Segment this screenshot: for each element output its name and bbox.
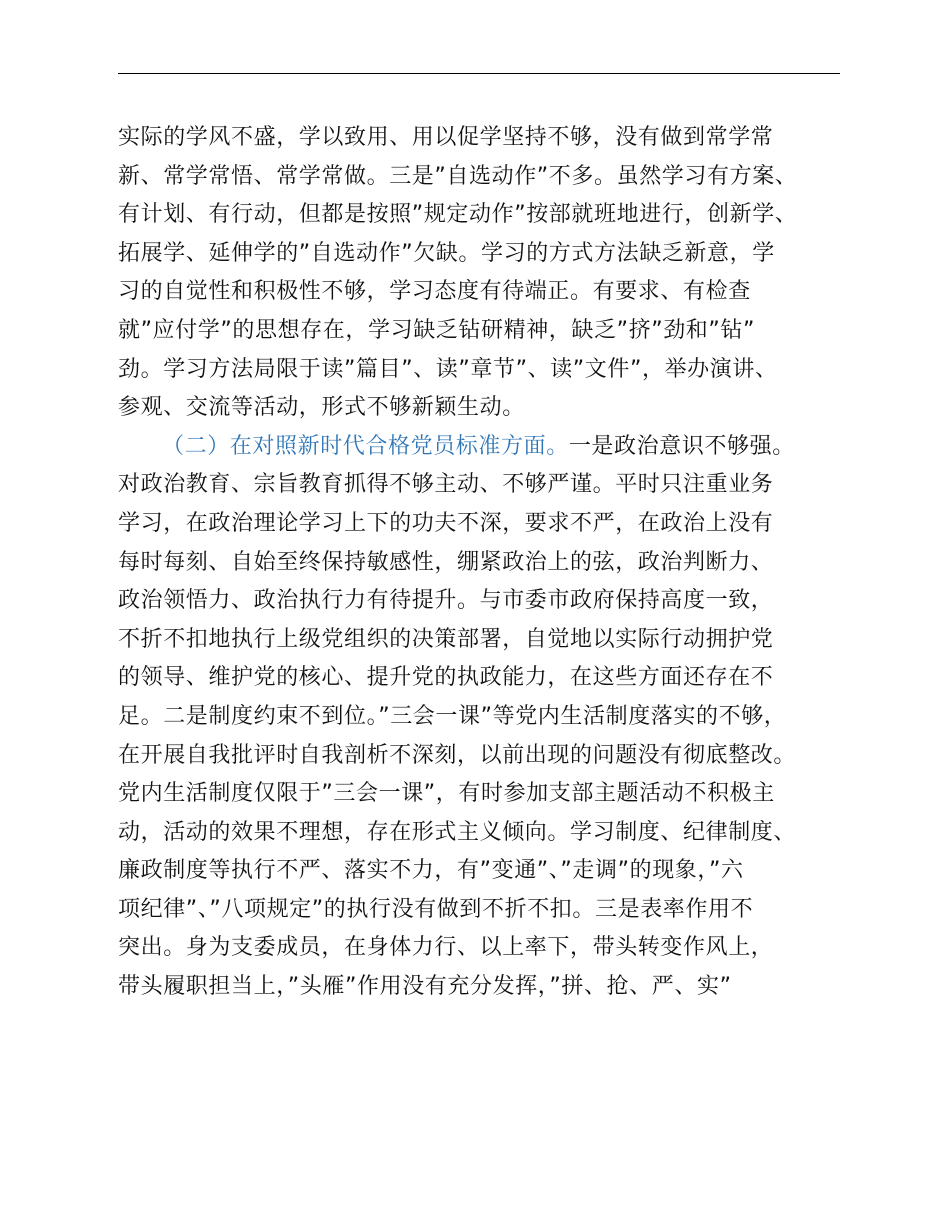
paragraph-line: 动，活动的效果不理想，存在形式主义倾向。学习制度、纪律制度、 [118, 819, 797, 845]
paragraph-line: 对政治教育、宗旨教育抓得不够主动、不够严谨。平时只注重业务 [118, 472, 774, 498]
paragraph-line: 习的自觉性和积极性不够，学习态度有待端正。有要求、有检查 [118, 279, 751, 305]
section-first-sentence: 一是政治意识不够强。 [568, 433, 795, 459]
paragraph-line: 实际的学风不盛，学以致用、用以促学坚持不够，没有做到常学常 [118, 125, 774, 150]
paragraph-line: 带头履职担当上，”头雁”作用没有充分发挥，”拼、抢、严、实” [118, 974, 732, 1000]
paragraph-line: 不折不扣地执行上级党组织的决策部署，自觉地以实际行动拥护党 [118, 626, 774, 652]
section-heading-line [118, 428, 878, 467]
paragraph-line: 参观、交流等活动，形式不够新颖生动。 [118, 395, 525, 421]
paragraph-line: 在开展自我批评时自我剖析不深刻，以前出现的问题没有彻底整改。 [118, 742, 797, 768]
paragraph-line: 政治领悟力、政治执行力有待提升。与市委市政府保持高度一致， [118, 588, 774, 614]
paragraph-line: 足。二是制度约束不到位。”三会一课”等党内生活制度落实的不够， [118, 703, 787, 729]
header-rule [118, 73, 840, 74]
paragraph-line: 新、常学常悟、常学常做。三是”自选动作”不多。虽然学习有方案、 [118, 163, 798, 189]
paragraph-line: 突出。身为支委成员，在身体力行、以上率下，带头转变作风上， [118, 935, 774, 961]
paragraph-line: 劲。学习方法局限于读”篇目”、读”章节”、读”文件”，举办演讲、 [118, 356, 778, 382]
paragraph-line: 拓展学、延伸学的”自选动作”欠缺。学习的方式方法缺乏新意，学 [118, 240, 775, 266]
section-heading: （二）在对照新时代合格党员标准方面。 [162, 433, 569, 459]
paragraph-line: 学习，在政治理论学习上下的功夫不深，要求不严，在政治上没有 [118, 510, 774, 536]
paragraph-line: 每时每刻、自始至终保持敏感性，绷紧政治上的弦，政治判断力、 [118, 549, 774, 575]
paragraph-line: 廉政制度等执行不严、落实不力，有”变通”、”走调”的现象，”六 [118, 858, 744, 884]
paragraph-line: 党内生活制度仅限于”三会一课”，有时参加支部主题活动不积极主 [118, 781, 775, 807]
paragraph-line: 就”应付学”的思想存在，学习缺乏钻研精神，缺乏”挤”劲和”钻” [118, 317, 755, 343]
paragraph-line: 有计划、有行动，但都是按照”规定动作”按部就班地进行，创新学、 [118, 202, 798, 228]
paragraph-line: 项纪律”、”八项规定”的执行没有做到不折不扣。三是表率作用不 [118, 896, 754, 922]
body-text [118, 119, 878, 1007]
paragraph-line: 的领导、维护党的核心、提升党的执政能力，在这些方面还存在不 [118, 665, 774, 691]
